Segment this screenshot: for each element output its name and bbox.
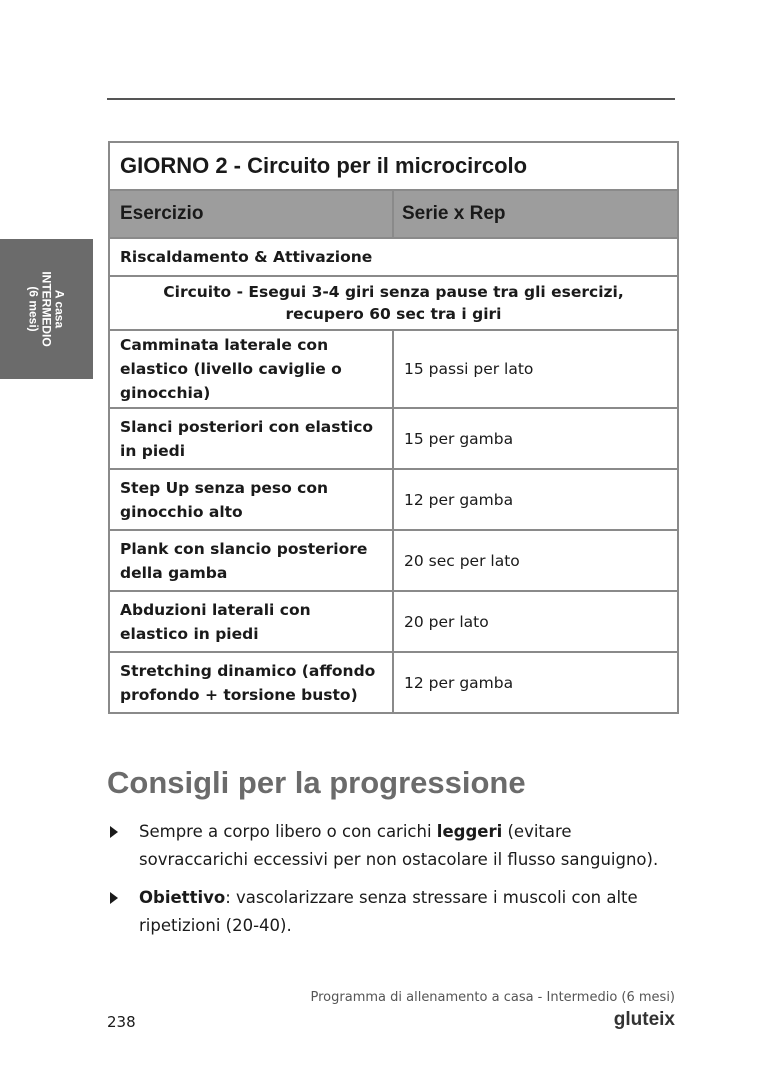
exercise-name: Abduzioni laterali con elastico in piedi (109, 591, 393, 652)
list-item (107, 884, 677, 940)
table-title: GIORNO 2 - Circuito per il microcircolo (109, 142, 678, 190)
exercise-name: Plank con slancio posteriore della gamba (109, 530, 393, 591)
page-number: 238 (107, 1013, 136, 1031)
table-row (109, 530, 678, 591)
header-rule (107, 98, 675, 100)
bullet-text-pre: Sempre a corpo libero o con carichi (139, 822, 437, 841)
table-row (109, 652, 678, 713)
exercise-name: Slanci posteriori con elastico in piedi (109, 408, 393, 469)
brand-logo: gluteix (613, 1009, 675, 1030)
running-title: Programma di allenamento a casa - Intermedio (6 mesi) (310, 990, 675, 1005)
exercise-reps: 20 per lato (393, 591, 678, 652)
section-title: Consigli per la progressione (107, 765, 526, 800)
table-row (109, 591, 678, 652)
bullet-text-post: : vascolarizzare senza stressare i muscoli con alte ripetizioni (20-40). (139, 888, 638, 935)
chapter-side-tab (0, 239, 93, 379)
exercise-name: Step Up senza peso con ginocchio alto (109, 469, 393, 530)
exercise-reps: 20 sec per lato (393, 530, 678, 591)
exercise-reps: 12 per gamba (393, 469, 678, 530)
exercise-name: Camminata laterale con elastico (livello caviglie o ginocchia) (109, 330, 393, 408)
circuit-line-1: Circuito - Esegui 3-4 giri senza pause tra gli esercizi, (163, 283, 624, 301)
workout-table (108, 141, 679, 714)
table-row (109, 408, 678, 469)
bullet-arrow-icon (110, 892, 118, 904)
column-header-reps: Serie x Rep (393, 190, 678, 238)
table-row (109, 330, 678, 408)
table-row (109, 469, 678, 530)
side-tab-line3: (6 mesi) (26, 286, 41, 332)
bullet-bold: leggeri (436, 822, 503, 841)
column-header-exercise: Esercizio (109, 190, 393, 238)
tips-list (107, 818, 677, 950)
list-item (107, 818, 677, 874)
exercise-reps: 15 passi per lato (393, 330, 678, 408)
exercise-reps: 12 per gamba (393, 652, 678, 713)
bullet-bold: Obiettivo (139, 888, 226, 907)
exercise-name: Stretching dinamico (affondo profondo + torsione busto) (109, 652, 393, 713)
bullet-arrow-icon (110, 826, 118, 838)
circuit-line-2: recupero 60 sec tra i giri (285, 305, 502, 323)
side-tab-line1: A casa (52, 289, 67, 329)
bullet-text-post: (evitare sovraccarichi eccessivi per non ostacolare il flusso sanguigno). (139, 822, 659, 869)
exercise-reps: 15 per gamba (393, 408, 678, 469)
warmup-row: Riscaldamento & Attivazione (109, 238, 678, 276)
circuit-instructions (109, 276, 678, 330)
side-tab-line2: INTERMEDIO (39, 271, 54, 347)
